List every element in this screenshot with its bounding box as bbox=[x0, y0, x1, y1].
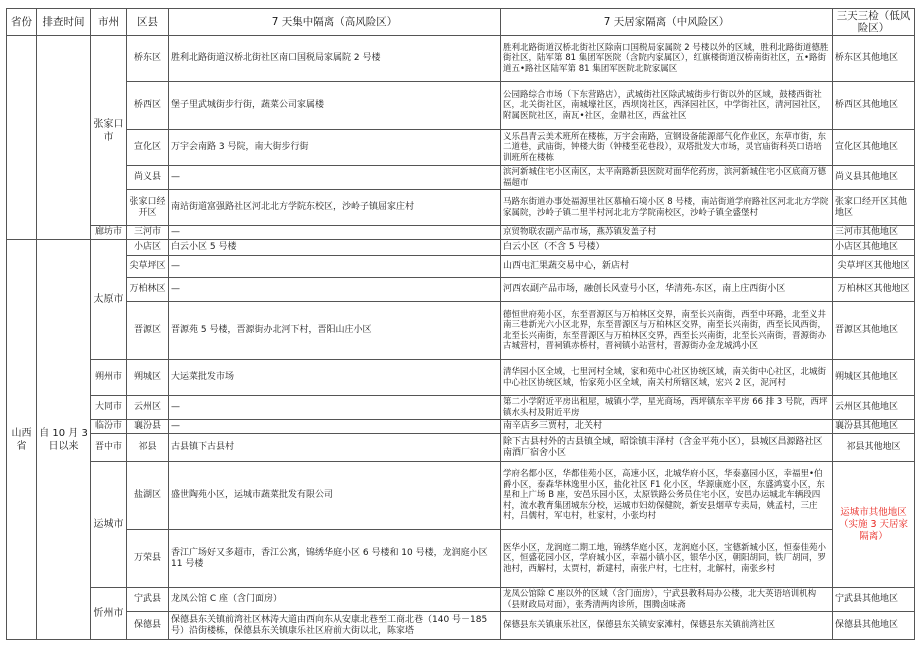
county-cell: 祁县 bbox=[127, 434, 169, 462]
header-low-risk: 三天三检（低风险区） bbox=[833, 9, 915, 36]
high-risk-cell: 大运菜批发市场 bbox=[169, 360, 501, 396]
low-risk-cell: 朔城区其他地区 bbox=[833, 360, 915, 396]
table-row bbox=[7, 240, 915, 256]
table-row bbox=[7, 360, 915, 396]
high-risk-cell: — bbox=[169, 396, 501, 420]
table-row bbox=[7, 434, 915, 462]
high-risk-cell: 南站街道富强路社区河北北方学院东校区，沙岭子镇屈家庄村 bbox=[169, 190, 501, 226]
county-cell: 宣化区 bbox=[127, 130, 169, 166]
risk-area-table bbox=[6, 8, 915, 640]
mid-risk-cell: 白云小区（不含 5 号楼） bbox=[501, 240, 833, 256]
mid-risk-cell: 医华小区，龙润庭二期工地，锦绣华庭小区，龙润庭小区，宝德新城小区，恒泰佳苑小区，恒盛花园小区，学府城小区，幸福小镇小区，银华小区，朝阳胡同，铁厂胡同，罗池村，西解村，太贾村，新建村，南张户村，七庄村，北解村，南张乡村 bbox=[501, 530, 833, 588]
table-row bbox=[7, 462, 915, 530]
county-cell: 晋源区 bbox=[127, 302, 169, 360]
city-cell: 朔州市 bbox=[91, 360, 127, 396]
mid-risk-cell: 马路东街道办事处福源里社区慕榆石境小区 8 号楼，南站街道学府路社区河北北方学院家属院，沙岭子镇二里半村河北北方学院南校区，沙岭子镇全盛堡村 bbox=[501, 190, 833, 226]
table-row bbox=[7, 530, 915, 588]
high-risk-cell: 万宇会南路 3 号院，南大街步行街 bbox=[169, 130, 501, 166]
table-row bbox=[7, 256, 915, 278]
high-risk-cell: 香江广场好又多超市，香江公寓，锦绣华庭小区 6 号楼和 10 号楼，龙润庭小区 11 号楼 bbox=[169, 530, 501, 588]
header-high-risk: 7 天集中隔离（高风险区） bbox=[169, 9, 501, 36]
mid-risk-cell: 保德县东关镇康乐社区，保德县东关镇安家滩村，保德县东关镇前湾社区 bbox=[501, 612, 833, 640]
mid-risk-cell: 德恒世府苑小区，东至晋源区与万柏林区交界，南至长兴南街，西至中环路，北至义井南三巷新光六小区北界，东至晋源区与万柏林区交界，南至长兴南街，西至长风西街，北至长兴南街，东至晋源区与万柏林区交界，西至长兴南街，北至长兴南街，晋源街办古城营村，晋祠镇赤桥村，晋祠镇小站营村，晋源街办金龙城鸿小区 bbox=[501, 302, 833, 360]
mid-risk-cell: 公园路综合市场（下东营路店），武城街社区除武城街步行街以外的区域，鼓楼西街社区，北关街社区，南城壕社区，西坝岗社区，西泽园社区，中学街社区，清河园社区，附属医院社区，南瓦•社区，金鼎社区，西盆社区 bbox=[501, 82, 833, 130]
table-row bbox=[7, 588, 915, 612]
table-row bbox=[7, 190, 915, 226]
mid-risk-cell: 胜利北路街道汉桥北街社区除南口国税局家属院 2 号楼以外的区域，胜利北路街道德胜街社区，陆军第 81 集团军医院（含院内家属区），红旗楼街道汉桥南街社区，五•路街道五•路社区陆军第 81 集团军医院北院家属区 bbox=[501, 36, 833, 82]
table-row bbox=[7, 166, 915, 190]
low-risk-cell: 襄汾县其他地区 bbox=[833, 420, 915, 434]
table-row bbox=[7, 226, 915, 240]
low-risk-cell: 桥西区其他地区 bbox=[833, 82, 915, 130]
time-cell: 自 10 月 3 日以来 bbox=[37, 240, 91, 640]
city-cell: 太原市 bbox=[91, 240, 127, 360]
county-cell: 万柏林区 bbox=[127, 278, 169, 302]
low-risk-cell: 尖草坪区其他地区 bbox=[833, 256, 915, 278]
header-county: 区县 bbox=[127, 9, 169, 36]
province-cell: 山西省 bbox=[7, 240, 37, 640]
high-risk-cell: — bbox=[169, 278, 501, 302]
table-row bbox=[7, 612, 915, 640]
low-risk-cell: 宁武县其他地区 bbox=[833, 588, 915, 612]
low-risk-cell: 三河市其他地区 bbox=[833, 226, 915, 240]
low-risk-cell: 云州区其他地区 bbox=[833, 396, 915, 420]
high-risk-cell: — bbox=[169, 256, 501, 278]
mid-risk-cell: 清华园小区全域，七里河村全域，家和苑中心社区协统区域，南关街中心社区，北城街中心社区协统区域，怡家苑小区全域，南关村所辖区域，宏兴 2 区，泥河村 bbox=[501, 360, 833, 396]
high-risk-cell: 白云小区 5 号楼 bbox=[169, 240, 501, 256]
table-row bbox=[7, 420, 915, 434]
county-cell: 桥西区 bbox=[127, 82, 169, 130]
table-row bbox=[7, 130, 915, 166]
low-risk-cell: 万柏林区其他地区 bbox=[833, 278, 915, 302]
low-risk-cell: 保德县其他地区 bbox=[833, 612, 915, 640]
header-time: 排查时间 bbox=[37, 9, 91, 36]
city-cell: 张家口市 bbox=[91, 36, 127, 226]
high-risk-cell: — bbox=[169, 166, 501, 190]
high-risk-cell: 堡子里武城街步行街，蔬菜公司家属楼 bbox=[169, 82, 501, 130]
time-cell bbox=[37, 36, 91, 240]
header-province: 省份 bbox=[7, 9, 37, 36]
mid-risk-cell: 山西屯汇果蔬交易中心，新店村 bbox=[501, 256, 833, 278]
city-cell: 忻州市 bbox=[91, 588, 127, 640]
high-risk-cell: — bbox=[169, 420, 501, 434]
county-cell: 桥东区 bbox=[127, 36, 169, 82]
county-cell: 张家口经开区 bbox=[127, 190, 169, 226]
high-risk-cell: 龙凤公馆 C 座（含门面房） bbox=[169, 588, 501, 612]
mid-risk-cell: 学府名都小区，华都佳苑小区，高速小区，北城华府小区，华泰嘉园小区，幸福里•伯爵小区，泰森华林逸里小区，盐化社区 F1 化小区，华源康庭小区，东盛鸿宴小区，东星和上广场 B 座，安邑乐园小区，太原铁路公务员住宅小区，安邑办运城北车辆段四村，流水教育集团城东分校，运城市妇幼保健院，新安县烟草专卖局，姚孟村，三庄村，吕儒村，军屯村，杜家村，小张均村 bbox=[501, 462, 833, 530]
county-cell: 盐湖区 bbox=[127, 462, 169, 530]
low-risk-cell: 晋源区其他地区 bbox=[833, 302, 915, 360]
low-risk-cell: 桥东区其他地区 bbox=[833, 36, 915, 82]
county-cell: 朔城区 bbox=[127, 360, 169, 396]
low-risk-cell: 尚义县其他地区 bbox=[833, 166, 915, 190]
county-cell: 云州区 bbox=[127, 396, 169, 420]
mid-risk-cell: 河西农副产品市场，融创长风壹号小区，华清苑-东区，南上庄西街小区 bbox=[501, 278, 833, 302]
mid-risk-cell: 第二小学附近平房出租屋，城镇小学，星光商场，西坪镇东辛平房 66 排 3 号院，西坪镇水头村及附近平房 bbox=[501, 396, 833, 420]
table-row bbox=[7, 278, 915, 302]
high-risk-cell: 胜利北路街道汉桥北街社区南口国税局家属院 2 号楼 bbox=[169, 36, 501, 82]
province-cell bbox=[7, 36, 37, 240]
county-cell: 保德县 bbox=[127, 612, 169, 640]
header-mid-risk: 7 天居家隔离（中风险区） bbox=[501, 9, 833, 36]
mid-risk-cell: 义乐昌青云美术班所在楼栋，万宇会南路，宣钢设备能源部气化作业区，东草市街，东二道巷，武庙街，钟楼大街（钟楼至花巷段），双塔批发大市场，灵官庙街科英口语培训班所在楼栋 bbox=[501, 130, 833, 166]
low-risk-cell: 小店区其他地区 bbox=[833, 240, 915, 256]
high-risk-cell: 保德县东关镇前湾社区林涛大道由西向东从安康北巷至工商北巷（140 号－185 号）沿街楼栋，保德县东关镇康乐社区府前大街以北，陈家塔 bbox=[169, 612, 501, 640]
mid-risk-cell: 南辛店乡三贾村，北关村 bbox=[501, 420, 833, 434]
county-cell: 万荣县 bbox=[127, 530, 169, 588]
mid-risk-cell: 滨河新城住宅小区南区，太平南路新县医院对面华佗药房，滨河新城住宅小区底商万德福超市 bbox=[501, 166, 833, 190]
city-cell: 运城市 bbox=[91, 462, 127, 588]
table-row bbox=[7, 396, 915, 420]
high-risk-cell: — bbox=[169, 226, 501, 240]
high-risk-cell: 晋源苑 5 号楼，晋源街办北河下村，晋阳山庄小区 bbox=[169, 302, 501, 360]
header-city: 市州 bbox=[91, 9, 127, 36]
county-cell: 尖草坪区 bbox=[127, 256, 169, 278]
mid-risk-cell: 京贸物联农副产品市场，燕苏镇发盖子村 bbox=[501, 226, 833, 240]
county-cell: 尚义县 bbox=[127, 166, 169, 190]
table-row bbox=[7, 36, 915, 82]
city-cell: 廊坊市 bbox=[91, 226, 127, 240]
low-risk-cell: 祁县其他地区 bbox=[833, 434, 915, 462]
city-cell: 临汾市 bbox=[91, 420, 127, 434]
county-cell: 三河市 bbox=[127, 226, 169, 240]
high-risk-cell: 盛世陶苑小区，运城市蔬菜批发有限公司 bbox=[169, 462, 501, 530]
mid-risk-cell: 龙凤公馆除 C 座以外的区域（含门面房），宁武县教科局办公楼，北大英语培训机构（县财政局对面），张秀清两肉诊所，围腾卤味斋 bbox=[501, 588, 833, 612]
county-cell: 宁武县 bbox=[127, 588, 169, 612]
low-risk-cell: 宣化区其他地区 bbox=[833, 130, 915, 166]
low-risk-cell: 张家口经开区其他地区 bbox=[833, 190, 915, 226]
low-risk-cell-highlight: 运城市其他地区（实施 3 天居家隔离） bbox=[833, 462, 915, 588]
city-cell: 大同市 bbox=[91, 396, 127, 420]
mid-risk-cell: 除下古县村外的古县镇全域，昭馀镇丰泽村（含金平苑小区），县城区昌源路社区南酒厂宿舍小区 bbox=[501, 434, 833, 462]
table-row bbox=[7, 82, 915, 130]
table-row bbox=[7, 302, 915, 360]
county-cell: 襄汾县 bbox=[127, 420, 169, 434]
county-cell: 小店区 bbox=[127, 240, 169, 256]
city-cell: 晋中市 bbox=[91, 434, 127, 462]
high-risk-cell: 古县镇下古县村 bbox=[169, 434, 501, 462]
